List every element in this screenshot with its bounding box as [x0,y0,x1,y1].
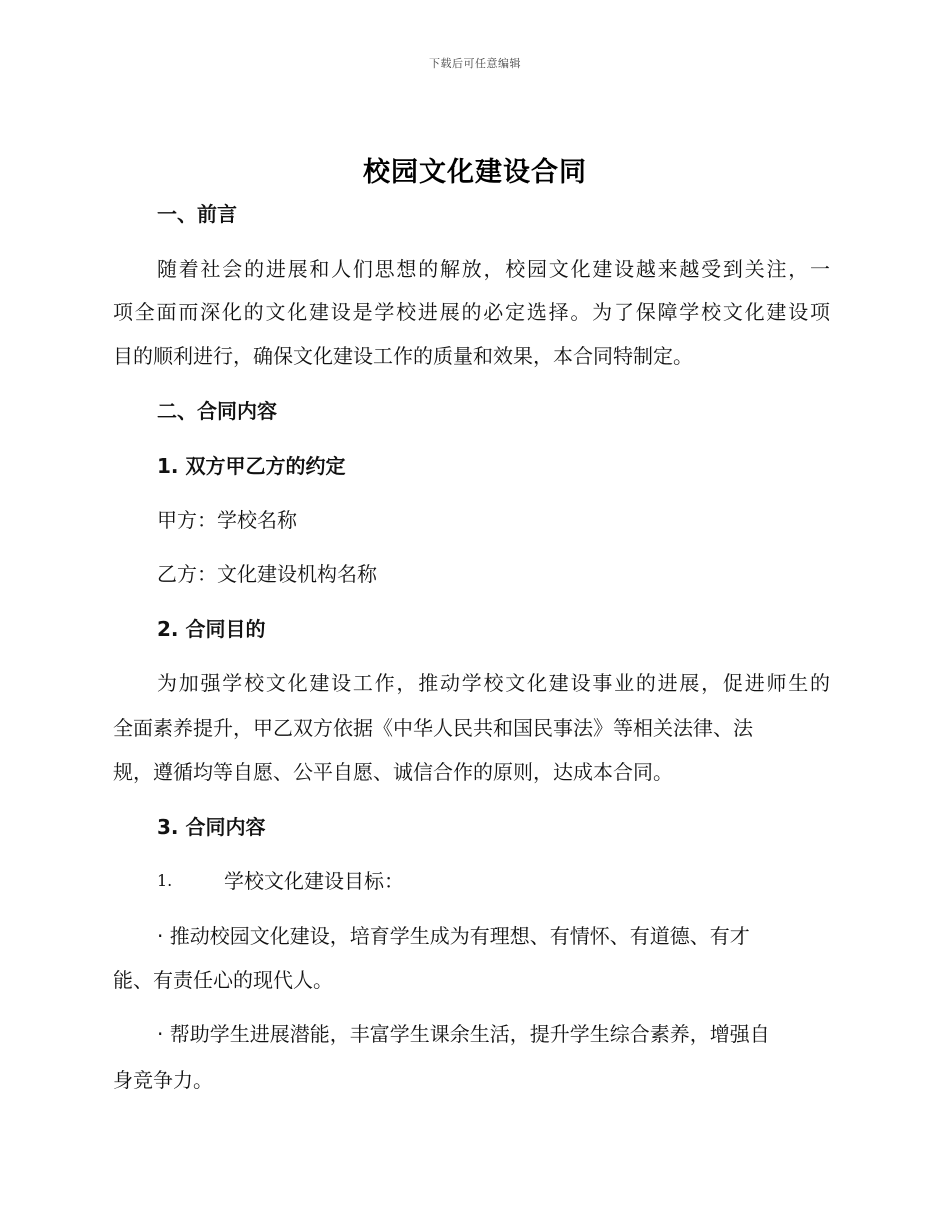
paragraph-line: 随着社会的进展和人们思想的解放，校园文化建设越来越受到关注，一 [157,257,830,281]
bullet-line: 身竞争力。 [113,1068,213,1092]
header-note: 下载后可任意编辑 [429,57,521,70]
subsection-heading-content: 3. 合同内容 [157,815,266,839]
paragraph-line: 全面素养提升，甲乙双方依据《中华人民共和国民事法》等相关法律、法 [113,716,753,740]
bullet-line: 能、有责任心的现代人。 [113,968,333,992]
list-item-text: 学校文化建设目标： [224,869,404,893]
paragraph-line: 项全面而深化的文化建设是学校进展的必定选择。为了保障学校文化建设项 [113,300,830,324]
subsection-heading-purpose: 2. 合同目的 [157,617,266,641]
paragraph-line: 目的顺利进行，确保文化建设工作的质量和效果，本合同特制定。 [113,344,693,368]
paragraph-line: 规，遵循均等自愿、公平自愿、诚信合作的原则，达成本合同。 [113,760,673,784]
bullet-line: · 推动校园文化建设，培育学生成为有理想、有情怀、有道德、有才 [157,924,750,948]
bullet-line: · 帮助学生进展潜能，丰富学生课余生活，提升学生综合素养，增强自 [157,1022,770,1046]
list-item-number: 1. [157,871,173,890]
party-b-line: 乙方：文化建设机构名称 [157,562,377,586]
document-title: 校园文化建设合同 [363,157,587,188]
paragraph-line: 为加强学校文化建设工作，推动学校文化建设事业的进展，促进师生的 [157,671,830,695]
party-a-line: 甲方：学校名称 [157,508,297,532]
section-heading-preface: 一、前言 [157,202,237,226]
section-heading-contract-content: 二、合同内容 [157,399,277,423]
subsection-heading-parties: 1. 双方甲乙方的约定 [157,454,346,478]
